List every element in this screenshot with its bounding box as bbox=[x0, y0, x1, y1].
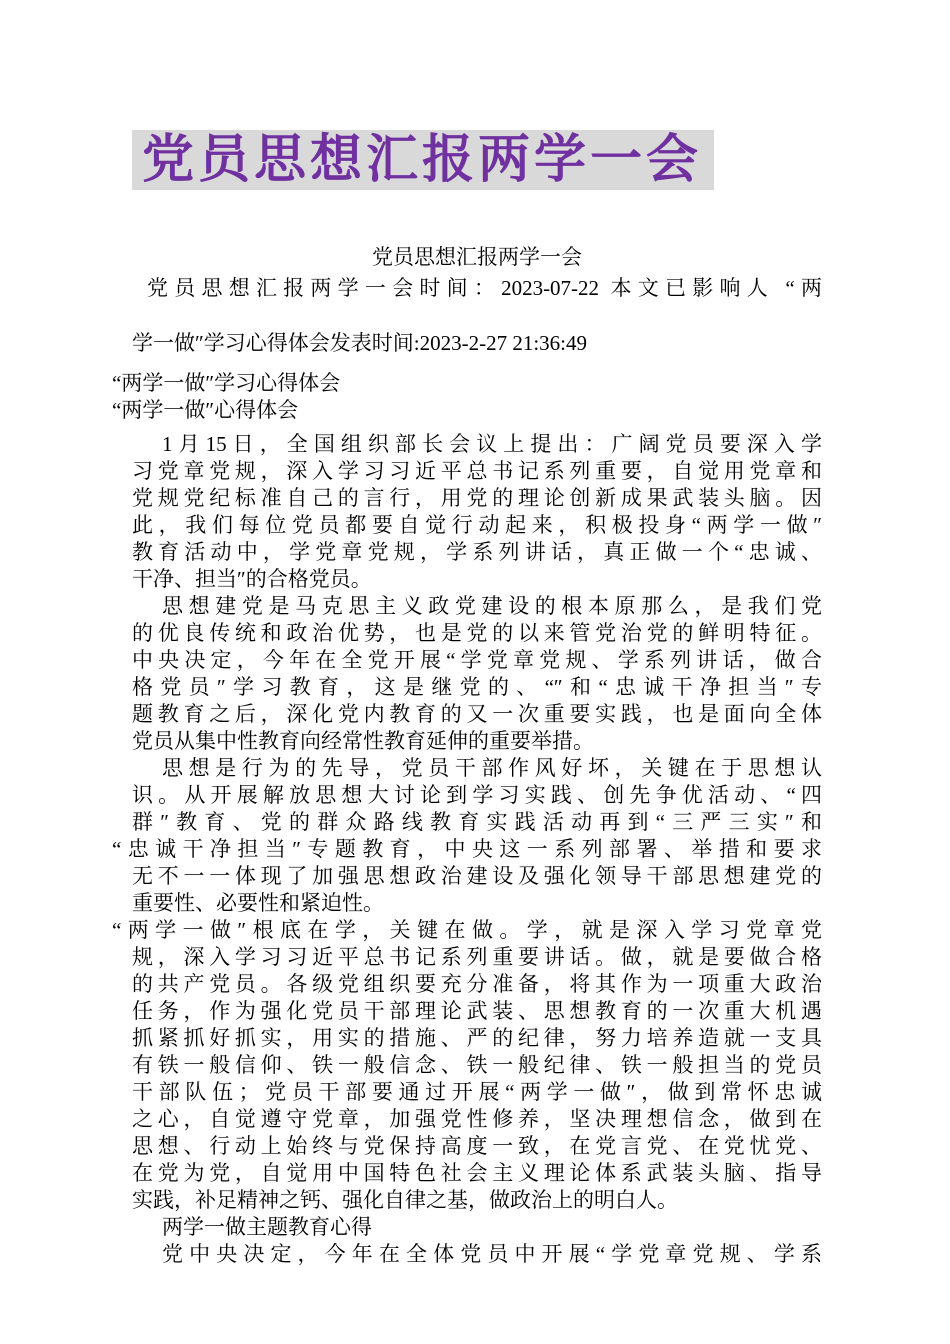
text-line: 无不一一体现了加强思想政治建设及强化领导干部思想建党的 bbox=[132, 864, 822, 888]
text-line: “两学一做″根底在学，关键在做。学，就是深入学习党章党 bbox=[112, 918, 822, 942]
text-line: 重要性、必要性和紧迫性。 bbox=[132, 891, 384, 915]
page-title-highlighted-text: 党员思想汇报两学一会 bbox=[132, 130, 714, 190]
text-line: 党员思想汇报两学一会时间：2023-07-22 本文已影响人 “两 bbox=[147, 276, 822, 300]
text-line: 之心，自觉遵守党章，加强党性修养，坚决理想信念，做到在 bbox=[132, 1107, 822, 1131]
text-line: “两学一做″心得体会 bbox=[112, 398, 299, 422]
text-line: 的共产党员。各级党组织要充分准备，将其作为一项重大政治 bbox=[132, 972, 822, 996]
text-line: 识。从开展解放思想大讨论到学习实践、创先争优活动、“四 bbox=[132, 783, 822, 807]
text-line: “两学一做″学习心得体会 bbox=[112, 371, 341, 395]
text-line: 抓紧抓好抓实，用实的措施、严的纪律，努力培养造就一支具 bbox=[132, 1026, 822, 1050]
text-line: 题教育之后，深化党内教育的又一次重要实践，也是面向全体 bbox=[132, 702, 822, 726]
text-line: 中央决定，今年在全党开展“学党章党规、学系列讲话，做合 bbox=[132, 648, 822, 672]
text-line: 思想、行动上始终与党保持高度一致，在党言党、在党忧党、 bbox=[132, 1134, 822, 1158]
text-line: 任务，作为强化党员干部理论武装、思想教育的一次重大机遇 bbox=[132, 999, 822, 1023]
text-line: 党中央决定，今年在全体党员中开展“学党章党规、学系 bbox=[162, 1242, 822, 1266]
text-line: 此，我们每位党员都要自觉行动起来，积极投身“两学一做″ bbox=[132, 513, 822, 537]
text-line: 学一做″学习心得体会发表时间:2023-2-27 21:36:49 bbox=[132, 331, 587, 355]
text-line: “忠诚干净担当″专题教育，中央这一系列部署、举措和要求 bbox=[112, 837, 822, 861]
text-line: 干净、担当″的合格党员。 bbox=[132, 567, 372, 591]
text-line: 有铁一般信仰、铁一般信念、铁一般纪律、铁一般担当的党员 bbox=[132, 1053, 822, 1077]
text-line: 在党为党，自觉用中国特色社会主义理论体系武装头脑、指导 bbox=[132, 1161, 822, 1185]
text-line: 党规党纪标准自己的言行，用党的理论创新成果武装头脑。因 bbox=[132, 486, 822, 510]
text-line: 干部队伍；党员干部要通过开展“两学一做″，做到常怀忠诚 bbox=[132, 1080, 822, 1104]
text-line: 1月15日，全国组织部长会议上提出：广阔党员要深入学 bbox=[162, 432, 822, 456]
text-line: 的优良传统和政治优势，也是党的以来管党治党的鲜明特征。 bbox=[132, 621, 822, 645]
text-line: 群″教育、党的群众路线教育实践活动再到“三严三实″和 bbox=[132, 810, 822, 834]
document-body bbox=[112, 244, 822, 1268]
text-line: 教育活动中，学党章党规，学系列讲话，真正做一个“忠诚、 bbox=[132, 540, 822, 564]
text-line: 实践，补足精神之钙、强化自律之基，做政治上的明白人。 bbox=[132, 1188, 678, 1212]
text-line: 党员思想汇报两学一会 bbox=[372, 245, 582, 269]
text-line: 习党章党规，深入学习习近平总书记系列重要，自觉用党章和 bbox=[132, 459, 822, 483]
page-title bbox=[132, 130, 714, 190]
text-line: 思想是行为的先导，党员干部作风好坏，关键在于思想认 bbox=[162, 756, 822, 780]
text-line: 格党员″学习教育，这是继党的、“″和“忠诚干净担当″专 bbox=[132, 675, 822, 699]
text-line: 思想建党是马克思主义政党建设的根本原那么，是我们党 bbox=[162, 594, 822, 618]
text-line: 规，深入学习习近平总书记系列重要讲话。做，就是要做合格 bbox=[132, 945, 822, 969]
text-line: 两学一做主题教育心得 bbox=[162, 1215, 372, 1239]
text-line: 党员从集中性教育向经常性教育延伸的重要举措。 bbox=[132, 729, 594, 753]
